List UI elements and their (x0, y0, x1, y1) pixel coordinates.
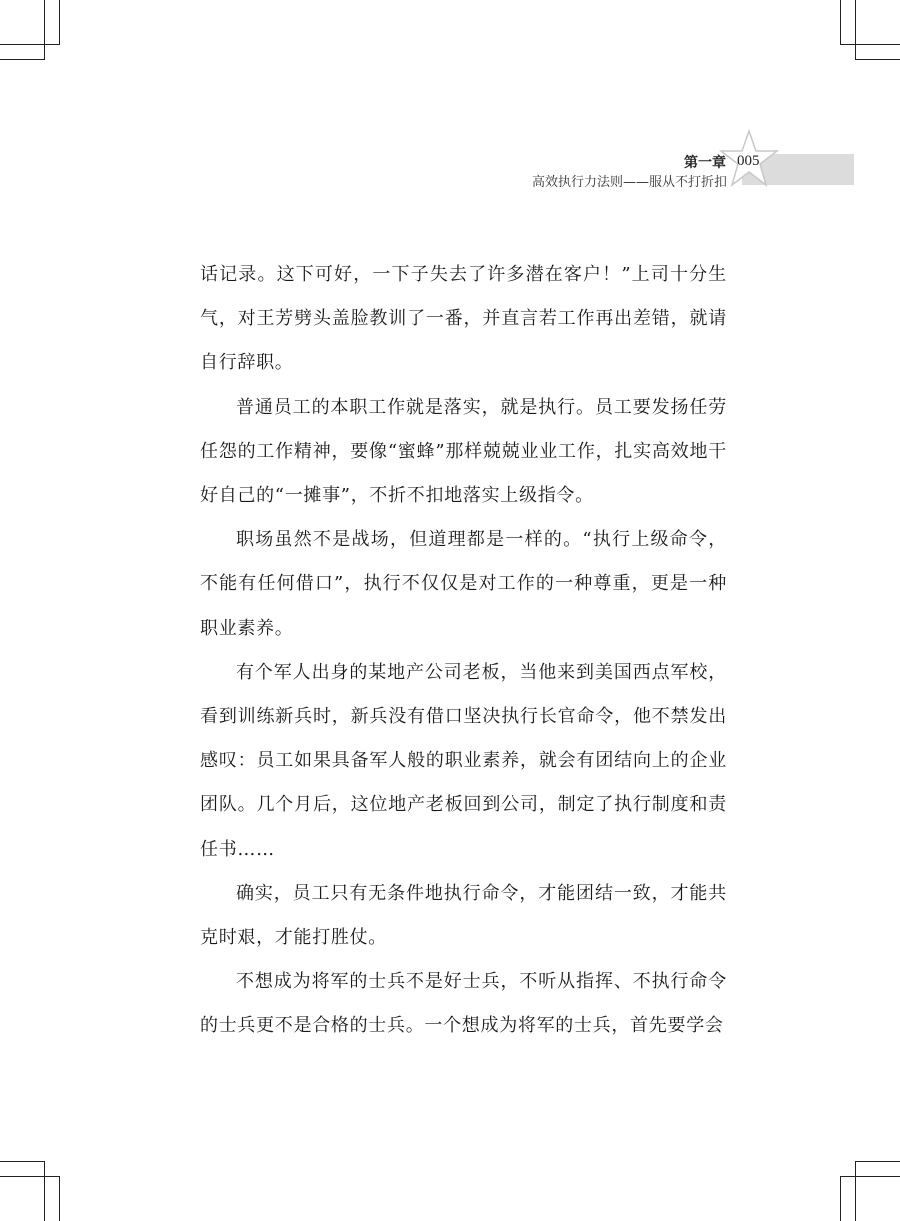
body-text (200, 253, 727, 1049)
crop-mark-top-right-v2 (840, 0, 841, 45)
paragraph: 普通员工的本职工作就是落实，就是执行。员工要发扬任劳任怨的工作精神，要像“蜜蜂”那样兢兢业业工作，扎实高效地干好自己的“一摊事”，不折不扣地落实上级指令。 (200, 396, 727, 507)
crop-mark-bottom-right-v (855, 1161, 856, 1221)
paragraph: 有个军人出身的某地产公司老板，当他来到美国西点军校，看到训练新兵时，新兵没有借口坚决执行长官命令，他不禁发出感叹：员工如果具备军人般的职业素养，就会有团结向上的企业团队。几个月后，这位地产老板回到公司，制定了执行制度和责任书…… (200, 661, 727, 860)
crop-mark-top-right-h (840, 44, 900, 45)
paragraph: 确实，员工只有无条件地执行命令，才能团结一致，才能共克时艰，才能打胜仗。 (200, 882, 727, 949)
crop-mark-top-left-h2 (0, 59, 45, 60)
crop-mark-bottom-right-h (840, 1176, 900, 1177)
crop-mark-top-right-v (855, 0, 856, 60)
crop-mark-bottom-left-v2 (59, 1176, 60, 1221)
crop-mark-bottom-left-h (0, 1176, 60, 1177)
crop-mark-bottom-right-v2 (840, 1176, 841, 1221)
paragraph: 职场虽然不是战场，但道理都是一样的。“执行上级命令，不能有任何借口”，执行不仅仅是对工作的一种尊重，更是一种职业素养。 (200, 529, 727, 639)
crop-mark-bottom-left-h2 (0, 1161, 45, 1162)
crop-mark-top-left-h (0, 44, 60, 45)
crop-mark-top-right-h2 (855, 59, 900, 60)
crop-mark-bottom-right-h2 (855, 1161, 900, 1162)
crop-mark-top-left-v (44, 0, 45, 60)
paragraph: 不想成为将军的士兵不是好士兵，不听从指挥、不执行命令的士兵更不是合格的士兵。一个想成为将军的士兵，首先要学会 (200, 971, 727, 1037)
chapter-label: 第一章 (684, 155, 726, 171)
chapter-subtitle: 高效执行力法则——服从不打折扣 (532, 175, 728, 190)
crop-mark-top-left-v2 (59, 0, 60, 45)
crop-mark-bottom-left-v (44, 1161, 45, 1221)
paragraph: 话记录。这下可好，一下子失去了许多潜在客户！”上司十分生气，对王芳劈头盖脸教训了一番，并直言若工作再出差错，就请自行辞职。 (200, 264, 727, 374)
page-number: 005 (737, 153, 760, 169)
